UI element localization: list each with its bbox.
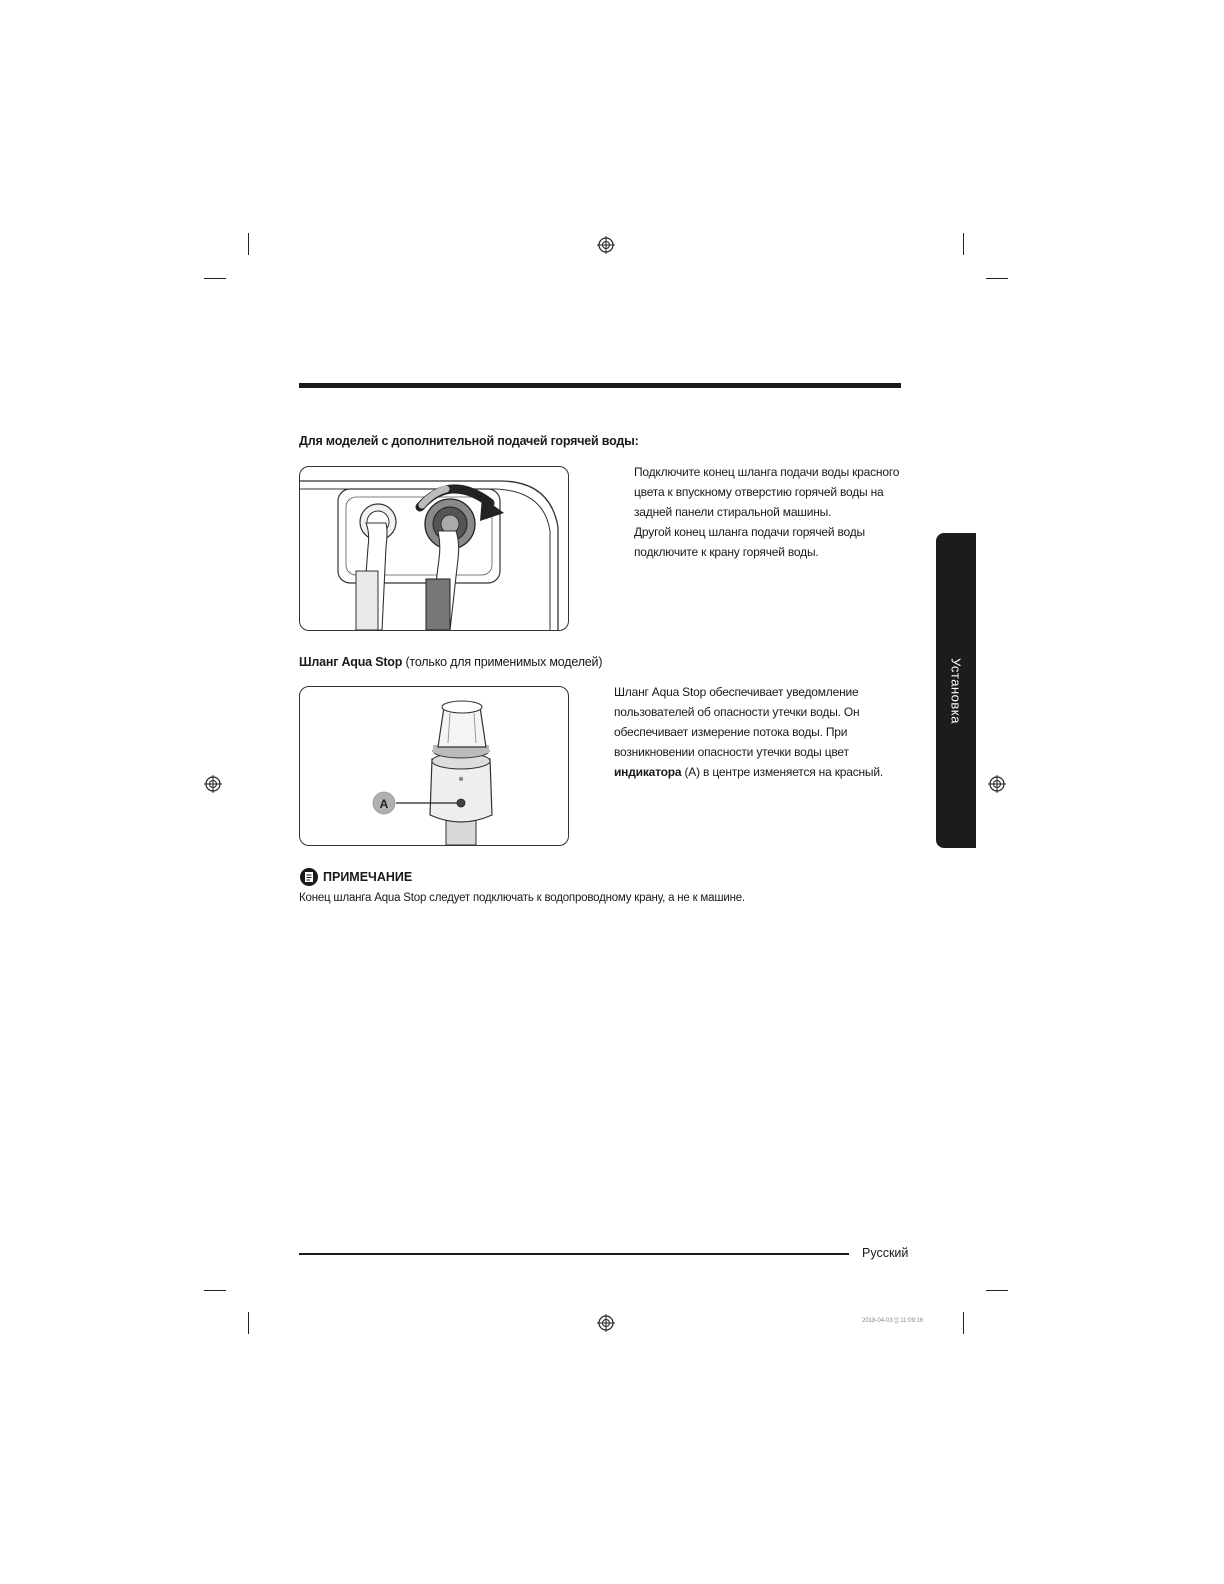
- aqua-stop-paragraph: [614, 682, 883, 782]
- hot-water-heading: Для моделей с дополнительной подачей горячей воды:: [299, 434, 639, 448]
- aqua-stop-text-line: возникновении опасности утечки воды цвет: [614, 745, 849, 759]
- indicator-term: индикатора: [614, 765, 682, 779]
- aqua-stop-text-line: пользователей об опасности утечки воды. Он: [614, 705, 860, 719]
- note-icon: [299, 867, 319, 887]
- crop-mark: [963, 1312, 964, 1334]
- hot-water-text-line: задней панели стиральной машины.: [634, 505, 832, 519]
- crop-mark: [204, 1290, 226, 1291]
- hot-water-text-line: подключите к крану горячей воды.: [634, 545, 819, 559]
- hot-water-text-line: Другой конец шланга подачи горячей воды: [634, 525, 865, 539]
- crop-mark: [963, 233, 964, 255]
- registration-mark-icon: [596, 1313, 616, 1333]
- crop-mark: [986, 278, 1008, 279]
- aqua-stop-heading-bold: Шланг Aqua Stop: [299, 655, 403, 669]
- svg-text:✻: ✻: [458, 776, 464, 783]
- aqua-stop-heading: [299, 655, 602, 669]
- side-tab-label: Установка: [948, 657, 964, 724]
- note-title: ПРИМЕЧАНИЕ: [323, 870, 413, 884]
- registration-mark-icon: [987, 774, 1007, 794]
- section-side-tab: [936, 533, 976, 848]
- note-header: [299, 866, 412, 888]
- crop-mark: [248, 233, 249, 255]
- aqua-stop-text-line: [614, 762, 883, 782]
- registration-mark-icon: [203, 774, 223, 794]
- aqua-stop-figure: [299, 686, 569, 846]
- registration-mark-icon: [596, 235, 616, 255]
- indicator-text-rest: (A) в центре изменяется на красный.: [681, 765, 883, 779]
- hot-water-paragraph: [634, 462, 899, 562]
- hot-water-text-line: Подключите конец шланга подачи воды красного: [634, 465, 900, 479]
- hot-water-inlet-figure: [299, 466, 569, 631]
- crop-mark: [248, 1312, 249, 1334]
- indicator-label: A: [379, 797, 389, 811]
- crop-mark: [204, 278, 226, 279]
- aqua-stop-text-line: обеспечивает измерение потока воды. При: [614, 725, 848, 739]
- print-stamp: 2018-04-03 ▒ 11:09:16: [862, 1318, 924, 1324]
- crop-mark: [986, 1290, 1008, 1291]
- aqua-stop-heading-rest: (только для применимых моделей): [405, 655, 603, 669]
- footer-language: Русский: [862, 1246, 909, 1260]
- header-rule: [299, 383, 901, 388]
- hot-water-text-line: цвета к впускному отверстию горячей воды на: [634, 485, 884, 499]
- footer-rule: [299, 1253, 849, 1255]
- aqua-stop-text-line: Шланг Aqua Stop обеспечивает уведомление: [614, 685, 859, 699]
- note-text: Конец шланга Aqua Stop следует подключать к водопроводному крану, а не к машине.: [299, 892, 745, 904]
